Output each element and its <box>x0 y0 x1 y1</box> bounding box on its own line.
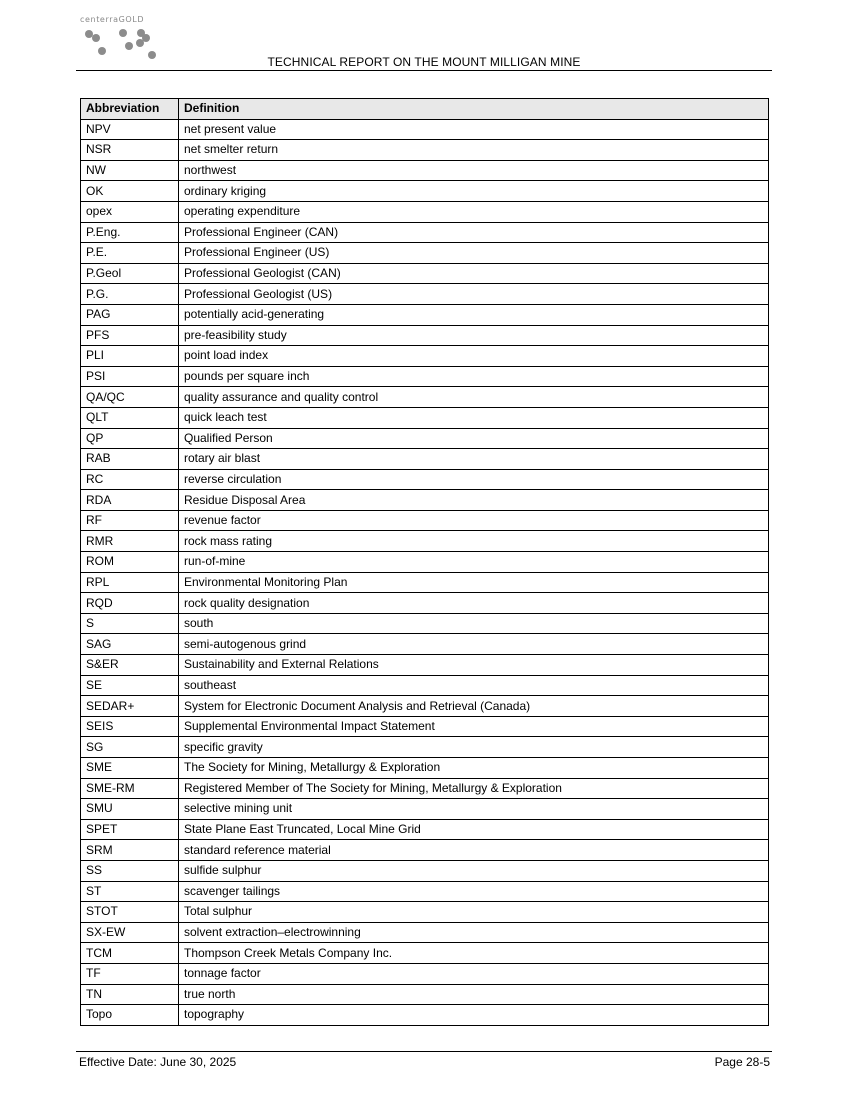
definition-cell: quick leach test <box>179 407 769 428</box>
definition-cell: south <box>179 613 769 634</box>
abbreviation-cell: PLI <box>81 346 179 367</box>
definition-cell: potentially acid-generating <box>179 304 769 325</box>
table-row <box>81 407 769 428</box>
abbreviation-cell: RQD <box>81 593 179 614</box>
definition-cell: sulfide sulphur <box>179 860 769 881</box>
table-row <box>81 449 769 470</box>
abbreviation-cell: SG <box>81 737 179 758</box>
table-row <box>81 881 769 902</box>
abbreviation-cell: opex <box>81 201 179 222</box>
abbreviation-cell: QP <box>81 428 179 449</box>
abbreviation-cell: RMR <box>81 531 179 552</box>
abbreviation-cell: RDA <box>81 490 179 511</box>
table-row <box>81 428 769 449</box>
abbreviation-cell: NW <box>81 160 179 181</box>
abbreviation-cell: SEIS <box>81 716 179 737</box>
table-row <box>81 387 769 408</box>
abbreviation-cell: OK <box>81 181 179 202</box>
table-row <box>81 799 769 820</box>
abbreviation-cell: RPL <box>81 572 179 593</box>
definition-cell: run-of-mine <box>179 552 769 573</box>
table-row <box>81 304 769 325</box>
table-row <box>81 634 769 655</box>
definition-cell: rock quality designation <box>179 593 769 614</box>
definition-cell: reverse circulation <box>179 469 769 490</box>
page-number: Page 28-5 <box>714 1055 770 1069</box>
table-row <box>81 922 769 943</box>
abbreviation-cell: RC <box>81 469 179 490</box>
abbreviation-cell: P.E. <box>81 243 179 264</box>
definition-cell: Environmental Monitoring Plan <box>179 572 769 593</box>
definition-cell: pounds per square inch <box>179 366 769 387</box>
table-row <box>81 552 769 573</box>
abbreviation-cell: SE <box>81 675 179 696</box>
abbreviation-cell: SAG <box>81 634 179 655</box>
table-row <box>81 675 769 696</box>
table-row <box>81 181 769 202</box>
definition-cell: Professional Engineer (US) <box>179 243 769 264</box>
definition-cell: Professional Engineer (CAN) <box>179 222 769 243</box>
abbreviation-cell: QLT <box>81 407 179 428</box>
abbreviation-cell: SME <box>81 758 179 779</box>
definition-cell: net present value <box>179 119 769 140</box>
abbreviation-cell: SX-EW <box>81 922 179 943</box>
table-row <box>81 613 769 634</box>
abbreviation-cell: NSR <box>81 140 179 161</box>
footer-divider <box>76 1051 772 1052</box>
abbreviation-cell: P.G. <box>81 284 179 305</box>
table-row <box>81 860 769 881</box>
definition-cell: solvent extraction–electrowinning <box>179 922 769 943</box>
table-row <box>81 263 769 284</box>
definition-cell: Professional Geologist (CAN) <box>179 263 769 284</box>
definition-cell: operating expenditure <box>179 201 769 222</box>
definition-cell: quality assurance and quality control <box>179 387 769 408</box>
table-row <box>81 737 769 758</box>
definition-cell: scavenger tailings <box>179 881 769 902</box>
table-row <box>81 572 769 593</box>
table-row <box>81 963 769 984</box>
table-row <box>81 943 769 964</box>
table-row <box>81 510 769 531</box>
table-row <box>81 140 769 161</box>
table-row <box>81 758 769 779</box>
abbreviation-cell: NPV <box>81 119 179 140</box>
abbreviation-cell: STOT <box>81 902 179 923</box>
abbreviation-cell: TCM <box>81 943 179 964</box>
definition-cell: System for Electronic Document Analysis and Retrieval (Canada) <box>179 696 769 717</box>
definition-cell: Professional Geologist (US) <box>179 284 769 305</box>
abbreviation-cell: PSI <box>81 366 179 387</box>
table-row <box>81 1005 769 1026</box>
table-row <box>81 840 769 861</box>
abbreviation-cell: SS <box>81 860 179 881</box>
abbreviation-cell: P.Eng. <box>81 222 179 243</box>
definition-cell: Total sulphur <box>179 902 769 923</box>
definition-cell: pre-feasibility study <box>179 325 769 346</box>
header-divider <box>76 70 772 71</box>
logo-wordmark: centerraGOLD <box>80 15 145 24</box>
column-header-definition: Definition <box>179 99 769 120</box>
definition-cell: ordinary kriging <box>179 181 769 202</box>
table-row <box>81 819 769 840</box>
definition-cell: net smelter return <box>179 140 769 161</box>
abbreviation-cell: PFS <box>81 325 179 346</box>
definition-cell: rock mass rating <box>179 531 769 552</box>
table-row <box>81 222 769 243</box>
definition-cell: northwest <box>179 160 769 181</box>
table-row <box>81 366 769 387</box>
page-header-title: TECHNICAL REPORT ON THE MOUNT MILLIGAN MINE <box>267 55 581 69</box>
definition-cell: Residue Disposal Area <box>179 490 769 511</box>
table-row <box>81 325 769 346</box>
abbreviation-cell: QA/QC <box>81 387 179 408</box>
table-row <box>81 696 769 717</box>
definition-cell: revenue factor <box>179 510 769 531</box>
abbreviation-cell: TN <box>81 984 179 1005</box>
table-body <box>81 119 769 1025</box>
abbreviation-cell: ST <box>81 881 179 902</box>
definition-cell: Sustainability and External Relations <box>179 655 769 676</box>
definition-cell: Thompson Creek Metals Company Inc. <box>179 943 769 964</box>
table-row <box>81 201 769 222</box>
table-row <box>81 593 769 614</box>
definition-cell: Registered Member of The Society for Mining, Metallurgy & Exploration <box>179 778 769 799</box>
table-row <box>81 284 769 305</box>
abbreviation-cell: SEDAR+ <box>81 696 179 717</box>
table-row <box>81 716 769 737</box>
abbreviation-cell: SPET <box>81 819 179 840</box>
table-row <box>81 655 769 676</box>
definition-cell: tonnage factor <box>179 963 769 984</box>
abbreviation-cell: SRM <box>81 840 179 861</box>
table-row <box>81 160 769 181</box>
definition-cell: topography <box>179 1005 769 1026</box>
definition-cell: point load index <box>179 346 769 367</box>
abbreviation-cell: S <box>81 613 179 634</box>
table-row <box>81 346 769 367</box>
abbreviation-cell: RAB <box>81 449 179 470</box>
definition-cell: southeast <box>179 675 769 696</box>
definition-cell: rotary air blast <box>179 449 769 470</box>
abbreviation-cell: ROM <box>81 552 179 573</box>
abbreviation-cell: SME-RM <box>81 778 179 799</box>
table-row <box>81 490 769 511</box>
table-row <box>81 902 769 923</box>
abbreviation-cell: P.Geol <box>81 263 179 284</box>
effective-date: Effective Date: June 30, 2025 <box>79 1055 237 1069</box>
definition-cell: State Plane East Truncated, Local Mine Grid <box>179 819 769 840</box>
table-row <box>81 469 769 490</box>
definition-cell: selective mining unit <box>179 799 769 820</box>
definition-cell: Supplemental Environmental Impact Statement <box>179 716 769 737</box>
table-row <box>81 531 769 552</box>
table-header-row <box>81 99 769 120</box>
abbreviation-cell: SMU <box>81 799 179 820</box>
definition-cell: true north <box>179 984 769 1005</box>
table-row <box>81 243 769 264</box>
abbreviation-cell: S&ER <box>81 655 179 676</box>
table-row <box>81 119 769 140</box>
abbreviation-cell: TF <box>81 963 179 984</box>
abbreviations-table <box>80 98 769 1026</box>
definition-cell: semi-autogenous grind <box>179 634 769 655</box>
abbreviation-cell: RF <box>81 510 179 531</box>
definition-cell: specific gravity <box>179 737 769 758</box>
column-header-abbreviation: Abbreviation <box>81 99 179 120</box>
table-row <box>81 778 769 799</box>
abbreviation-cell: PAG <box>81 304 179 325</box>
definition-cell: The Society for Mining, Metallurgy & Exploration <box>179 758 769 779</box>
definition-cell: Qualified Person <box>179 428 769 449</box>
table-row <box>81 984 769 1005</box>
abbreviation-cell: Topo <box>81 1005 179 1026</box>
definition-cell: standard reference material <box>179 840 769 861</box>
